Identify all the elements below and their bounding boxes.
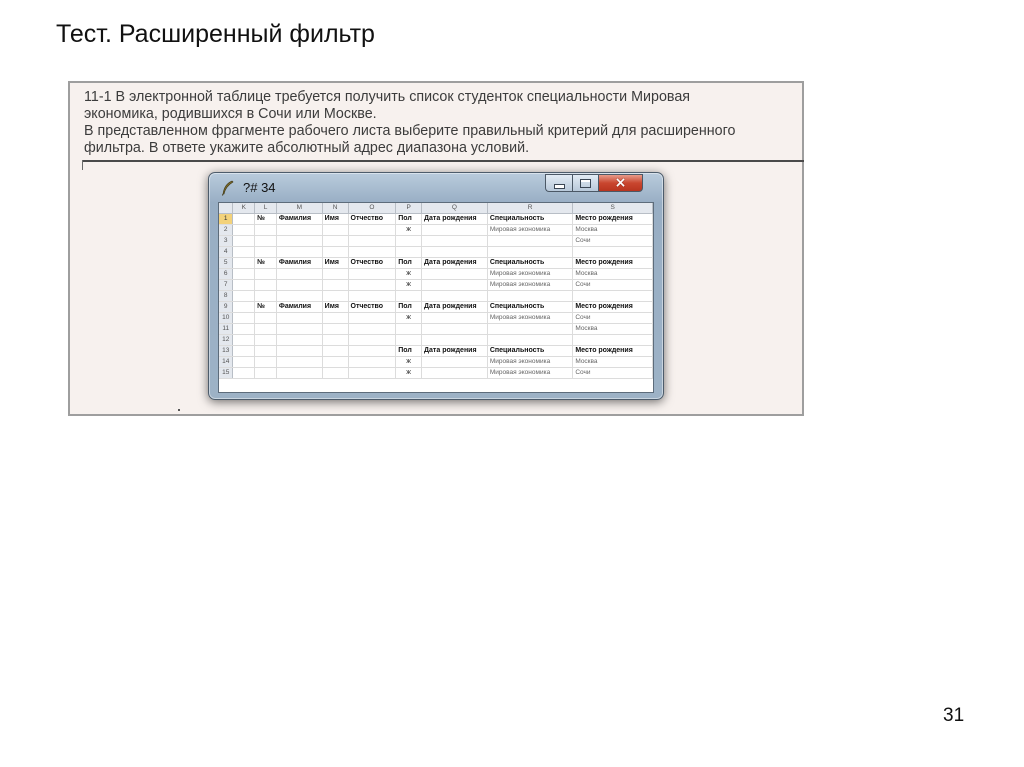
sheet-cell[interactable] — [487, 291, 573, 302]
sheet-cell[interactable] — [422, 291, 488, 302]
sheet-cell[interactable]: Место рождения — [573, 346, 653, 357]
sheet-cell[interactable] — [233, 269, 255, 280]
table-row — [219, 236, 653, 247]
sheet-cell[interactable] — [396, 335, 422, 346]
table-row — [219, 324, 653, 335]
sheet-cell[interactable]: № — [255, 302, 277, 313]
sheet-cell[interactable]: Мировая экономика — [487, 280, 573, 291]
sheet-cell[interactable]: Мировая экономика — [487, 225, 573, 236]
sheet-cell[interactable]: № — [255, 214, 277, 225]
table-row — [219, 368, 653, 379]
sheet-cell[interactable] — [276, 335, 322, 346]
table-row — [219, 280, 653, 291]
question-text — [84, 89, 796, 157]
sheet-cell[interactable]: Мировая экономика — [487, 357, 573, 368]
sheet-cell[interactable] — [322, 313, 348, 324]
row-header[interactable]: 10 — [219, 313, 233, 324]
sheet-cell[interactable] — [322, 368, 348, 379]
sheet-cell[interactable] — [233, 368, 255, 379]
sheet-cell[interactable] — [322, 291, 348, 302]
column-header[interactable]: P — [396, 203, 422, 214]
row-header[interactable]: 11 — [219, 324, 233, 335]
sheet-cell[interactable] — [422, 269, 488, 280]
sheet-cell[interactable] — [276, 357, 322, 368]
sheet-cell[interactable] — [422, 280, 488, 291]
maximize-icon — [580, 179, 591, 188]
sheet-cell[interactable]: Пол — [396, 346, 422, 357]
table-row — [219, 335, 653, 346]
column-header[interactable]: O — [348, 203, 396, 214]
sheet-cell[interactable] — [276, 269, 322, 280]
sheet-cell[interactable] — [348, 280, 396, 291]
row-header[interactable]: 8 — [219, 291, 233, 302]
row-header[interactable]: 9 — [219, 302, 233, 313]
sheet-cell[interactable] — [322, 357, 348, 368]
sheet-cell[interactable] — [396, 291, 422, 302]
sheet-cell[interactable] — [276, 236, 322, 247]
sheet-cell[interactable] — [233, 313, 255, 324]
sheet-cell[interactable] — [422, 313, 488, 324]
column-header[interactable]: Q — [422, 203, 488, 214]
sheet-cell[interactable]: Фамилия — [276, 258, 322, 269]
sheet-cell[interactable] — [233, 335, 255, 346]
sheet-cell[interactable]: Специальность — [487, 302, 573, 313]
sheet-cell[interactable]: Мировая экономика — [487, 368, 573, 379]
sheet-cell[interactable] — [233, 280, 255, 291]
spreadsheet-area[interactable] — [218, 202, 654, 393]
sheet-cell[interactable] — [348, 269, 396, 280]
corner-cell[interactable] — [219, 203, 233, 214]
sheet-cell[interactable] — [573, 291, 653, 302]
table-row — [219, 346, 653, 357]
sheet-cell[interactable]: ж — [396, 357, 422, 368]
question-divider — [82, 160, 804, 162]
sheet-cell[interactable] — [255, 368, 277, 379]
column-header[interactable]: L — [255, 203, 277, 214]
sheet-cell[interactable]: Имя — [322, 258, 348, 269]
row-header[interactable]: 12 — [219, 335, 233, 346]
sheet-cell[interactable] — [396, 236, 422, 247]
sheet-cell[interactable]: Фамилия — [276, 302, 322, 313]
sheet-cell[interactable]: Отчество — [348, 302, 396, 313]
sheet-cell[interactable]: Сочи — [573, 313, 653, 324]
sheet-cell[interactable] — [348, 357, 396, 368]
close-button[interactable] — [598, 174, 643, 192]
sheet-cell[interactable] — [276, 346, 322, 357]
sheet-cell[interactable]: ж — [396, 269, 422, 280]
question-line: В представленном фрагменте рабочего листа выберите правильный критерий для расширенного — [84, 123, 736, 139]
sheet-cell[interactable]: Дата рождения — [422, 346, 488, 357]
table-row — [219, 302, 653, 313]
sheet-cell[interactable] — [276, 280, 322, 291]
sheet-cell[interactable]: Москва — [573, 269, 653, 280]
sheet-cell[interactable] — [276, 368, 322, 379]
sheet-cell[interactable] — [233, 247, 255, 258]
sheet-cell[interactable] — [573, 335, 653, 346]
sheet-cell[interactable] — [422, 225, 488, 236]
sheet-cell[interactable]: Специальность — [487, 258, 573, 269]
column-header[interactable]: M — [276, 203, 322, 214]
minimize-button[interactable] — [545, 174, 572, 192]
sheet-cell[interactable] — [487, 247, 573, 258]
table-row — [219, 214, 653, 225]
table-row — [219, 225, 653, 236]
sheet-cell[interactable]: Москва — [573, 324, 653, 335]
sheet-cell[interactable] — [348, 247, 396, 258]
sheet-cell[interactable] — [396, 324, 422, 335]
question-line: фильтра. В ответе укажите абсолютный адрес диапазона условий. — [84, 140, 530, 156]
column-header[interactable]: K — [233, 203, 255, 214]
sheet-cell[interactable] — [233, 236, 255, 247]
sheet-cell[interactable] — [233, 225, 255, 236]
table-row — [219, 313, 653, 324]
sheet-cell[interactable]: Имя — [322, 302, 348, 313]
window-titlebar[interactable] — [209, 173, 663, 201]
sheet-cell[interactable] — [396, 247, 422, 258]
sheet-cell[interactable] — [348, 368, 396, 379]
sheet-cell[interactable]: Сочи — [573, 280, 653, 291]
question-line: экономика, родившихся в Сочи или Москве. — [84, 106, 377, 122]
sheet-cell[interactable]: ж — [396, 280, 422, 291]
sheet-cell[interactable]: Фамилия — [276, 214, 322, 225]
row-header[interactable]: 15 — [219, 368, 233, 379]
sheet-cell[interactable]: Москва — [573, 357, 653, 368]
sheet-cell[interactable] — [233, 258, 255, 269]
sheet-cell[interactable] — [255, 291, 277, 302]
row-header[interactable]: 13 — [219, 346, 233, 357]
sheet-cell[interactable] — [322, 269, 348, 280]
sheet-cell[interactable] — [255, 280, 277, 291]
sheet-cell[interactable]: Пол — [396, 214, 422, 225]
sheet-cell[interactable] — [233, 346, 255, 357]
table-row — [219, 269, 653, 280]
sheet-cell[interactable]: ж — [396, 368, 422, 379]
divider-tick — [82, 160, 83, 170]
table-row — [219, 247, 653, 258]
sheet-cell[interactable] — [255, 225, 277, 236]
sheet-cell[interactable] — [348, 313, 396, 324]
page-number: 31 — [943, 705, 965, 726]
sheet-cell[interactable] — [255, 346, 277, 357]
sheet-cell[interactable] — [348, 291, 396, 302]
sheet-cell[interactable] — [255, 313, 277, 324]
sheet-cell[interactable]: Специальность — [487, 346, 573, 357]
row-header[interactable]: 3 — [219, 236, 233, 247]
column-header[interactable]: S — [573, 203, 653, 214]
sheet-cell[interactable]: Мировая экономика — [487, 313, 573, 324]
sheet-cell[interactable]: Место рождения — [573, 302, 653, 313]
close-icon: × — [614, 175, 627, 191]
sheet-cell[interactable] — [255, 324, 277, 335]
sheet-cell[interactable]: Специальность — [487, 214, 573, 225]
row-header[interactable]: 7 — [219, 280, 233, 291]
maximize-button[interactable] — [572, 174, 598, 192]
quill-icon — [221, 180, 235, 196]
sheet-cell[interactable] — [322, 346, 348, 357]
slide-title: Тест. Расширенный фильтр — [56, 20, 375, 48]
sheet-cell[interactable] — [255, 335, 277, 346]
row-header[interactable]: 14 — [219, 357, 233, 368]
column-header[interactable]: N — [322, 203, 348, 214]
sheet-cell[interactable] — [255, 269, 277, 280]
row-header[interactable]: 1 — [219, 214, 233, 225]
sheet-cell[interactable]: Место рождения — [573, 214, 653, 225]
sheet-cell[interactable] — [255, 247, 277, 258]
sheet-cell[interactable]: Пол — [396, 258, 422, 269]
sheet-cell[interactable] — [276, 247, 322, 258]
row-header[interactable]: 2 — [219, 225, 233, 236]
sheet-cell[interactable] — [322, 335, 348, 346]
sheet-cell[interactable] — [322, 280, 348, 291]
sheet-cell[interactable] — [233, 291, 255, 302]
sheet-cell[interactable]: Дата рождения — [422, 302, 488, 313]
sheet-cell[interactable] — [422, 335, 488, 346]
sheet-cell[interactable] — [276, 313, 322, 324]
sheet-cell[interactable]: Москва — [573, 225, 653, 236]
sheet-cell[interactable]: Отчество — [348, 258, 396, 269]
sheet-cell[interactable]: Место рождения — [573, 258, 653, 269]
sheet-cell[interactable] — [348, 225, 396, 236]
sheet-cell[interactable]: Дата рождения — [422, 258, 488, 269]
sheet-cell[interactable] — [348, 346, 396, 357]
sheet-cell[interactable] — [422, 247, 488, 258]
sheet-cell[interactable] — [322, 247, 348, 258]
sheet-cell[interactable] — [422, 236, 488, 247]
sheet-cell[interactable] — [348, 324, 396, 335]
sheet-cell[interactable]: Пол — [396, 302, 422, 313]
table-row — [219, 357, 653, 368]
row-header[interactable]: 4 — [219, 247, 233, 258]
sheet-cell[interactable] — [276, 324, 322, 335]
sheet-cell[interactable] — [255, 357, 277, 368]
sheet-cell[interactable] — [487, 335, 573, 346]
sheet-cell[interactable]: ж — [396, 225, 422, 236]
sheet-cell[interactable] — [422, 324, 488, 335]
sheet-cell[interactable]: Сочи — [573, 368, 653, 379]
sheet-cell[interactable] — [322, 236, 348, 247]
column-header[interactable]: R — [487, 203, 573, 214]
sheet-cell[interactable]: Имя — [322, 214, 348, 225]
sheet-cell[interactable]: Дата рождения — [422, 214, 488, 225]
sheet-cell[interactable] — [276, 225, 322, 236]
sheet-cell[interactable] — [573, 247, 653, 258]
minimize-icon — [554, 184, 565, 189]
sheet-cell[interactable] — [422, 357, 488, 368]
row-header[interactable]: 6 — [219, 269, 233, 280]
sheet-cell[interactable] — [322, 324, 348, 335]
sheet-cell[interactable] — [422, 368, 488, 379]
spreadsheet-window[interactable] — [208, 172, 664, 400]
stray-dot — [178, 409, 180, 411]
table-row — [219, 258, 653, 269]
sheet-cell[interactable] — [322, 225, 348, 236]
sheet-cell[interactable] — [348, 335, 396, 346]
sheet-cell[interactable]: Отчество — [348, 214, 396, 225]
sheet-cell[interactable] — [233, 324, 255, 335]
sheet-cell[interactable] — [348, 236, 396, 247]
sheet-cell[interactable]: Сочи — [573, 236, 653, 247]
sheet-cell[interactable] — [276, 291, 322, 302]
sheet-cell[interactable] — [233, 357, 255, 368]
row-header[interactable]: 5 — [219, 258, 233, 269]
sheet-cell[interactable] — [487, 324, 573, 335]
sheet-cell[interactable]: ж — [396, 313, 422, 324]
sheet-cell[interactable] — [487, 236, 573, 247]
spreadsheet-grid — [219, 203, 653, 379]
sheet-cell[interactable]: № — [255, 258, 277, 269]
table-row — [219, 291, 653, 302]
question-line: 11-1 В электронной таблице требуется получить список студенток специальности Мировая — [84, 89, 691, 105]
sheet-cell[interactable] — [233, 302, 255, 313]
window-title: ?# 34 — [243, 180, 276, 195]
sheet-cell[interactable] — [233, 214, 255, 225]
sheet-cell[interactable]: Мировая экономика — [487, 269, 573, 280]
sheet-cell[interactable] — [255, 236, 277, 247]
